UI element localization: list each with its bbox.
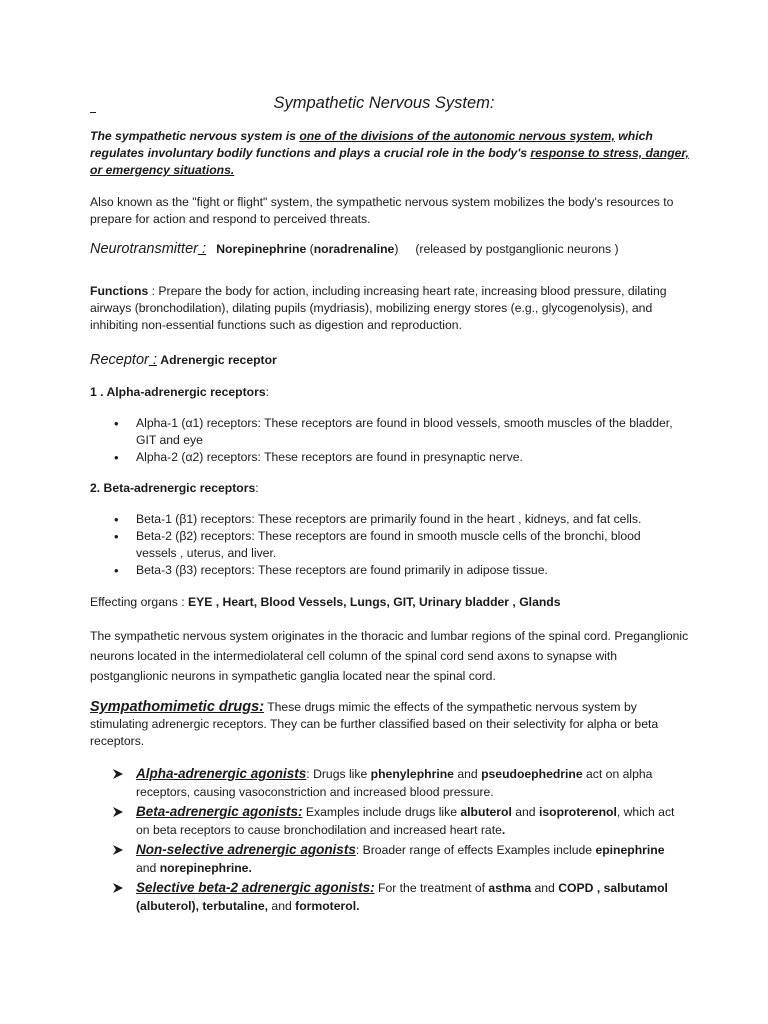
list-item: • Alpha-2 (α2) receptors: These receptors are found in presynaptic nerve. bbox=[90, 449, 675, 466]
arrow-bullet-icon bbox=[112, 768, 124, 780]
intro-underline-1: one of the divisions of the autonomic nervous system, bbox=[299, 129, 615, 143]
functions-text: : Prepare the body for action, including increasing heart rate, increasing blood pressure, dilating airways (bronchodilation), dilating pupils (mydriasis), mobilizing energy stores (e.g., glycogenolysis), and inhibiting non-essential functions such as digestion and reproduction. bbox=[90, 284, 667, 332]
beta-heading-colon: : bbox=[255, 481, 259, 495]
drug-text-end: . bbox=[501, 823, 506, 837]
sympathomimetic-text: These drugs mimic the effects of the sympathetic nervous system by stimulating adrenergic receptors. They can be further classified based on their selectivity for alpha or beta receptors. bbox=[90, 700, 659, 748]
drug-name: asthma bbox=[488, 881, 532, 895]
drug-name: epinephrine bbox=[595, 843, 665, 857]
receptor-label: Receptor bbox=[90, 352, 149, 368]
alpha-receptor-list bbox=[90, 415, 675, 466]
drug-name: COPD , salbutamol (albuterol), terbutaline, bbox=[136, 881, 668, 913]
receptor-colon: : bbox=[148, 352, 157, 368]
drug-text: : Broader range of effects Examples include bbox=[355, 843, 596, 857]
drug-text: and bbox=[136, 861, 160, 875]
drug-text: and bbox=[453, 767, 482, 781]
beta-heading-text: 2. Beta-adrenergic receptors bbox=[90, 481, 256, 495]
beta-heading bbox=[90, 480, 690, 497]
drug-heading: Alpha-adrenergic agonists bbox=[136, 766, 307, 781]
list-item: • Alpha-1 (α1) receptors: These receptors are found in blood vessels, smooth muscles of the bladder, GIT and eye bbox=[90, 415, 675, 449]
alpha-heading bbox=[90, 384, 690, 401]
drug-name: albuterol bbox=[460, 805, 512, 819]
sympathomimetic-paragraph bbox=[90, 699, 690, 750]
stray-dash-mark bbox=[90, 112, 96, 113]
functions-paragraph bbox=[90, 283, 690, 334]
intro-paragraph bbox=[90, 128, 690, 179]
intro-underline-2: response to stress, danger, or emergency situations. bbox=[90, 146, 689, 177]
list-item bbox=[90, 879, 680, 915]
neurotransmitter-paren-close: ) bbox=[394, 242, 399, 256]
neurotransmitter-note: (released by postganglionic neurons ) bbox=[415, 242, 619, 256]
drug-heading: Selective beta-2 adrenergic agonists bbox=[136, 880, 371, 895]
alpha-heading-text: 1 . Alpha-adrenergic receptors bbox=[90, 385, 266, 399]
drug-heading: Non-selective adrenergic agonists bbox=[136, 842, 356, 857]
drug-name: formoterol. bbox=[295, 899, 360, 913]
drug-text: Examples include drugs like bbox=[302, 805, 461, 819]
receptor-line bbox=[90, 352, 690, 369]
arrow-bullet-icon bbox=[112, 844, 124, 856]
list-item: • Beta-1 (β1) receptors: These receptors are primarily found in the heart , kidneys, and fat cells. bbox=[90, 511, 675, 528]
drug-text: For the treatment of bbox=[374, 881, 489, 895]
drug-text: and bbox=[268, 899, 296, 913]
drug-text: , which act on beta receptors to cause bronchodilation and increased heart rate bbox=[136, 805, 675, 837]
drug-text: Drugs like bbox=[309, 767, 371, 781]
drug-list bbox=[90, 765, 680, 915]
list-item bbox=[90, 765, 680, 801]
drug-name: phenylephrine bbox=[370, 767, 454, 781]
arrow-bullet-icon bbox=[112, 882, 124, 894]
receptor-value: Adrenergic receptor bbox=[160, 353, 277, 367]
list-item bbox=[90, 803, 680, 839]
drug-text: and bbox=[531, 881, 559, 895]
list-item: • Beta-3 (β3) receptors: These receptors are found primarily in adipose tissue. bbox=[90, 562, 675, 579]
drug-heading: Beta-adrenergic agonists: bbox=[136, 804, 303, 819]
neurotransmitter-colon: : bbox=[197, 241, 207, 257]
drug-name: pseudoephedrine bbox=[481, 767, 583, 781]
intro-text-2: which regulates involuntary bodily functions and plays a crucial role in the body's bbox=[90, 129, 653, 160]
intro-text-1: The sympathetic nervous system is bbox=[90, 129, 300, 143]
neurotransmitter-label: Neurotransmitter bbox=[90, 241, 198, 257]
drug-name: norepinephrine. bbox=[159, 861, 252, 875]
drug-name: isoproterenol bbox=[538, 805, 617, 819]
drug-text: act on alpha receptors, causing vasoconstriction and increased blood pressure. bbox=[136, 767, 653, 799]
list-item bbox=[90, 841, 680, 877]
drug-colon: : bbox=[370, 880, 375, 895]
arrow-bullet-icon bbox=[112, 806, 124, 818]
neurotransmitter-paren-open: ( bbox=[306, 242, 314, 256]
drug-text: and bbox=[511, 805, 539, 819]
effecting-organs-label: Effecting organs : bbox=[90, 595, 189, 609]
also-known-paragraph: Also known as the "fight or flight" system, the sympathetic nervous system mobilizes the body's resources to prepare for action and respond to perceived threats. bbox=[90, 195, 674, 226]
effecting-organs-list: EYE , Heart, Blood Vessels, Lungs, GIT, Urinary bladder , Glands bbox=[188, 595, 561, 609]
drug-colon: : bbox=[306, 767, 310, 781]
neurotransmitter-name: Norepinephrine bbox=[216, 242, 307, 256]
effecting-organs-line bbox=[90, 594, 690, 611]
neurotransmitter-line bbox=[90, 241, 690, 258]
origin-paragraph: The sympathetic nervous system originates in the thoracic and lumbar regions of the spinal cord. Preganglionic neurons located in the intermediolateral cell column of the spinal cord send axons to synapse with postganglionic neurons in sympathetic ganglia located near the spinal cord. bbox=[90, 629, 689, 683]
list-item: • Beta-2 (β2) receptors: These receptors are found in smooth muscle cells of the bronchi, blood vessels , uterus, and liver. bbox=[90, 528, 675, 562]
sympathomimetic-label: Sympathomimetic drugs: bbox=[90, 699, 265, 715]
functions-label: Functions bbox=[90, 284, 149, 298]
page-title: Sympathetic Nervous System: bbox=[273, 94, 495, 112]
neurotransmitter-alt-name: noradrenaline bbox=[313, 242, 395, 256]
beta-receptor-list bbox=[90, 511, 675, 579]
alpha-heading-colon: : bbox=[265, 385, 270, 399]
